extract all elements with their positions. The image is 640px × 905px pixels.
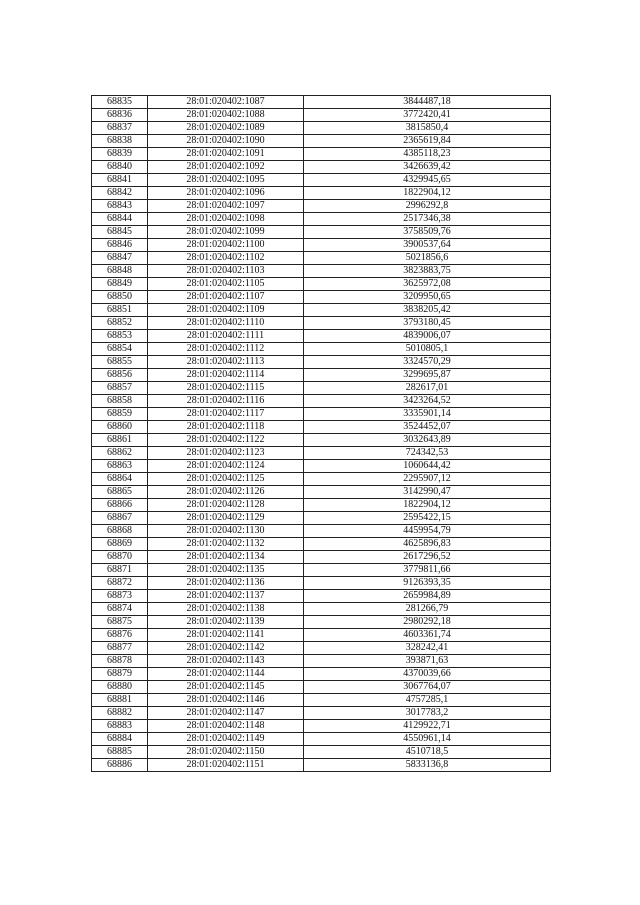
row-number-cell: 68869 [92, 538, 148, 551]
cadastral-value-cell: 328242,41 [304, 642, 551, 655]
cadastral-number-cell: 28:01:020402:1090 [148, 135, 304, 148]
cadastral-value-cell: 3772420,41 [304, 109, 551, 122]
row-number-cell: 68837 [92, 122, 148, 135]
cadastral-number-cell: 28:01:020402:1142 [148, 642, 304, 655]
cadastral-value-cell: 3793180,45 [304, 317, 551, 330]
table-body [92, 96, 551, 772]
cadastral-number-cell: 28:01:020402:1087 [148, 96, 304, 109]
cadastral-number-cell: 28:01:020402:1135 [148, 564, 304, 577]
row-number-cell: 68864 [92, 473, 148, 486]
cadastral-value-cell: 3625972,08 [304, 278, 551, 291]
cadastral-number-cell: 28:01:020402:1088 [148, 109, 304, 122]
cadastral-value-cell: 393871,63 [304, 655, 551, 668]
cadastral-value-cell: 3779811,66 [304, 564, 551, 577]
cadastral-value-cell: 2517346,38 [304, 213, 551, 226]
row-number-cell: 68842 [92, 187, 148, 200]
cadastral-value-cell: 2365619,84 [304, 135, 551, 148]
table-row [92, 148, 551, 161]
row-number-cell: 68882 [92, 707, 148, 720]
cadastral-value-cell: 9126393,35 [304, 577, 551, 590]
cadastral-value-cell: 4510718,5 [304, 746, 551, 759]
cadastral-number-cell: 28:01:020402:1137 [148, 590, 304, 603]
table-row [92, 96, 551, 109]
cadastral-number-cell: 28:01:020402:1122 [148, 434, 304, 447]
cadastral-number-cell: 28:01:020402:1098 [148, 213, 304, 226]
row-number-cell: 68849 [92, 278, 148, 291]
cadastral-value-cell: 1060644,42 [304, 460, 551, 473]
row-number-cell: 68881 [92, 694, 148, 707]
cadastral-value-cell: 3067764,07 [304, 681, 551, 694]
row-number-cell: 68845 [92, 226, 148, 239]
row-number-cell: 68870 [92, 551, 148, 564]
table-row [92, 759, 551, 772]
row-number-cell: 68884 [92, 733, 148, 746]
table-row [92, 434, 551, 447]
row-number-cell: 68841 [92, 174, 148, 187]
cadastral-number-cell: 28:01:020402:1139 [148, 616, 304, 629]
row-number-cell: 68852 [92, 317, 148, 330]
cadastral-value-cell: 3335901,14 [304, 408, 551, 421]
table-row [92, 590, 551, 603]
table-row [92, 135, 551, 148]
table-row [92, 382, 551, 395]
table-row [92, 252, 551, 265]
table-row [92, 239, 551, 252]
table-row [92, 421, 551, 434]
row-number-cell: 68862 [92, 447, 148, 460]
row-number-cell: 68835 [92, 96, 148, 109]
cadastral-number-cell: 28:01:020402:1117 [148, 408, 304, 421]
cadastral-number-cell: 28:01:020402:1128 [148, 499, 304, 512]
cadastral-value-cell: 3299695,87 [304, 369, 551, 382]
table-row [92, 174, 551, 187]
cadastral-value-table [91, 95, 551, 772]
cadastral-value-cell: 1822904,12 [304, 187, 551, 200]
cadastral-number-cell: 28:01:020402:1136 [148, 577, 304, 590]
cadastral-value-cell: 3900537,64 [304, 239, 551, 252]
row-number-cell: 68855 [92, 356, 148, 369]
row-number-cell: 68854 [92, 343, 148, 356]
cadastral-value-cell: 3017783,2 [304, 707, 551, 720]
cadastral-value-cell: 5021856,6 [304, 252, 551, 265]
table-row [92, 161, 551, 174]
cadastral-value-cell: 5010805,1 [304, 343, 551, 356]
cadastral-value-cell: 2617296,52 [304, 551, 551, 564]
cadastral-number-cell: 28:01:020402:1124 [148, 460, 304, 473]
table-row [92, 551, 551, 564]
cadastral-number-cell: 28:01:020402:1113 [148, 356, 304, 369]
cadastral-number-cell: 28:01:020402:1111 [148, 330, 304, 343]
cadastral-value-cell: 4385118,23 [304, 148, 551, 161]
table-row [92, 317, 551, 330]
row-number-cell: 68839 [92, 148, 148, 161]
cadastral-value-cell: 724342,53 [304, 447, 551, 460]
cadastral-value-cell: 1822904,12 [304, 499, 551, 512]
cadastral-number-cell: 28:01:020402:1102 [148, 252, 304, 265]
row-number-cell: 68843 [92, 200, 148, 213]
cadastral-value-cell: 3838205,42 [304, 304, 551, 317]
cadastral-number-cell: 28:01:020402:1150 [148, 746, 304, 759]
table-row [92, 226, 551, 239]
cadastral-number-cell: 28:01:020402:1126 [148, 486, 304, 499]
cadastral-number-cell: 28:01:020402:1109 [148, 304, 304, 317]
cadastral-number-cell: 28:01:020402:1105 [148, 278, 304, 291]
cadastral-value-cell: 3844487,18 [304, 96, 551, 109]
cadastral-value-cell: 4129922,71 [304, 720, 551, 733]
table-row [92, 473, 551, 486]
row-number-cell: 68866 [92, 499, 148, 512]
cadastral-value-cell: 3423264,52 [304, 395, 551, 408]
table-row [92, 265, 551, 278]
row-number-cell: 68885 [92, 746, 148, 759]
row-number-cell: 68863 [92, 460, 148, 473]
row-number-cell: 68868 [92, 525, 148, 538]
row-number-cell: 68851 [92, 304, 148, 317]
cadastral-number-cell: 28:01:020402:1130 [148, 525, 304, 538]
cadastral-value-cell: 4757285,1 [304, 694, 551, 707]
row-number-cell: 68876 [92, 629, 148, 642]
row-number-cell: 68858 [92, 395, 148, 408]
cadastral-value-cell: 3142990,47 [304, 486, 551, 499]
row-number-cell: 68838 [92, 135, 148, 148]
table-row [92, 720, 551, 733]
row-number-cell: 68846 [92, 239, 148, 252]
cadastral-number-cell: 28:01:020402:1147 [148, 707, 304, 720]
cadastral-number-cell: 28:01:020402:1138 [148, 603, 304, 616]
row-number-cell: 68883 [92, 720, 148, 733]
cadastral-number-cell: 28:01:020402:1125 [148, 473, 304, 486]
cadastral-number-cell: 28:01:020402:1103 [148, 265, 304, 278]
cadastral-number-cell: 28:01:020402:1132 [148, 538, 304, 551]
row-number-cell: 68859 [92, 408, 148, 421]
table-row [92, 343, 551, 356]
cadastral-value-cell: 2295907,12 [304, 473, 551, 486]
cadastral-value-cell: 4370039,66 [304, 668, 551, 681]
table-row [92, 642, 551, 655]
table-row [92, 187, 551, 200]
cadastral-number-cell: 28:01:020402:1100 [148, 239, 304, 252]
cadastral-number-cell: 28:01:020402:1145 [148, 681, 304, 694]
row-number-cell: 68857 [92, 382, 148, 395]
cadastral-value-cell: 3032643,89 [304, 434, 551, 447]
cadastral-value-cell: 3324570,29 [304, 356, 551, 369]
row-number-cell: 68879 [92, 668, 148, 681]
table-row [92, 629, 551, 642]
row-number-cell: 68861 [92, 434, 148, 447]
cadastral-value-cell: 3823883,75 [304, 265, 551, 278]
row-number-cell: 68856 [92, 369, 148, 382]
table-row [92, 746, 551, 759]
row-number-cell: 68875 [92, 616, 148, 629]
cadastral-number-cell: 28:01:020402:1115 [148, 382, 304, 395]
table-row [92, 655, 551, 668]
row-number-cell: 68848 [92, 265, 148, 278]
cadastral-value-cell: 4839006,07 [304, 330, 551, 343]
cadastral-number-cell: 28:01:020402:1116 [148, 395, 304, 408]
cadastral-number-cell: 28:01:020402:1099 [148, 226, 304, 239]
cadastral-number-cell: 28:01:020402:1092 [148, 161, 304, 174]
row-number-cell: 68865 [92, 486, 148, 499]
table-row [92, 512, 551, 525]
cadastral-value-cell: 4550961,14 [304, 733, 551, 746]
row-number-cell: 68871 [92, 564, 148, 577]
cadastral-value-cell: 3815850,4 [304, 122, 551, 135]
cadastral-value-cell: 281266,79 [304, 603, 551, 616]
row-number-cell: 68860 [92, 421, 148, 434]
row-number-cell: 68878 [92, 655, 148, 668]
row-number-cell: 68873 [92, 590, 148, 603]
cadastral-number-cell: 28:01:020402:1149 [148, 733, 304, 746]
cadastral-number-cell: 28:01:020402:1123 [148, 447, 304, 460]
row-number-cell: 68874 [92, 603, 148, 616]
cadastral-number-cell: 28:01:020402:1134 [148, 551, 304, 564]
table-row [92, 330, 551, 343]
cadastral-number-cell: 28:01:020402:1095 [148, 174, 304, 187]
row-number-cell: 68872 [92, 577, 148, 590]
table-row [92, 681, 551, 694]
cadastral-number-cell: 28:01:020402:1096 [148, 187, 304, 200]
table-row [92, 499, 551, 512]
cadastral-number-cell: 28:01:020402:1144 [148, 668, 304, 681]
table-row [92, 603, 551, 616]
row-number-cell: 68880 [92, 681, 148, 694]
cadastral-number-cell: 28:01:020402:1112 [148, 343, 304, 356]
cadastral-value-cell: 3524452,07 [304, 421, 551, 434]
table-row [92, 460, 551, 473]
table-row [92, 356, 551, 369]
table-row [92, 486, 551, 499]
row-number-cell: 68840 [92, 161, 148, 174]
cadastral-value-cell: 4625896,83 [304, 538, 551, 551]
row-number-cell: 68847 [92, 252, 148, 265]
table-row [92, 447, 551, 460]
cadastral-value-cell: 5833136,8 [304, 759, 551, 772]
row-number-cell: 68836 [92, 109, 148, 122]
cadastral-value-cell: 2996292,8 [304, 200, 551, 213]
cadastral-number-cell: 28:01:020402:1118 [148, 421, 304, 434]
cadastral-number-cell: 28:01:020402:1091 [148, 148, 304, 161]
row-number-cell: 68853 [92, 330, 148, 343]
table-row [92, 577, 551, 590]
cadastral-number-cell: 28:01:020402:1089 [148, 122, 304, 135]
table-row [92, 694, 551, 707]
row-number-cell: 68877 [92, 642, 148, 655]
table-row [92, 291, 551, 304]
cadastral-value-cell: 2980292,18 [304, 616, 551, 629]
row-number-cell: 68886 [92, 759, 148, 772]
cadastral-number-cell: 28:01:020402:1143 [148, 655, 304, 668]
cadastral-value-cell: 4459954,79 [304, 525, 551, 538]
table-row [92, 408, 551, 421]
cadastral-value-cell: 2595422,15 [304, 512, 551, 525]
table-row [92, 525, 551, 538]
cadastral-number-cell: 28:01:020402:1129 [148, 512, 304, 525]
table-row [92, 369, 551, 382]
table-row [92, 278, 551, 291]
cadastral-number-cell: 28:01:020402:1146 [148, 694, 304, 707]
table-row [92, 616, 551, 629]
table-row [92, 707, 551, 720]
cadastral-number-cell: 28:01:020402:1151 [148, 759, 304, 772]
table-row [92, 200, 551, 213]
cadastral-number-cell: 28:01:020402:1148 [148, 720, 304, 733]
table-row [92, 109, 551, 122]
cadastral-value-cell: 282617,01 [304, 382, 551, 395]
row-number-cell: 68867 [92, 512, 148, 525]
table-row [92, 538, 551, 551]
cadastral-value-cell: 3209950,65 [304, 291, 551, 304]
cadastral-value-cell: 3426639,42 [304, 161, 551, 174]
table-row [92, 395, 551, 408]
cadastral-value-cell: 4603361,74 [304, 629, 551, 642]
table-row [92, 213, 551, 226]
table-row [92, 304, 551, 317]
table-row [92, 122, 551, 135]
table-row [92, 668, 551, 681]
cadastral-value-cell: 4329945,65 [304, 174, 551, 187]
cadastral-number-cell: 28:01:020402:1141 [148, 629, 304, 642]
cadastral-number-cell: 28:01:020402:1114 [148, 369, 304, 382]
row-number-cell: 68850 [92, 291, 148, 304]
cadastral-value-cell: 2659984,89 [304, 590, 551, 603]
table-row [92, 733, 551, 746]
row-number-cell: 68844 [92, 213, 148, 226]
cadastral-number-cell: 28:01:020402:1107 [148, 291, 304, 304]
cadastral-number-cell: 28:01:020402:1097 [148, 200, 304, 213]
table-row [92, 564, 551, 577]
cadastral-value-cell: 3758509,76 [304, 226, 551, 239]
cadastral-number-cell: 28:01:020402:1110 [148, 317, 304, 330]
